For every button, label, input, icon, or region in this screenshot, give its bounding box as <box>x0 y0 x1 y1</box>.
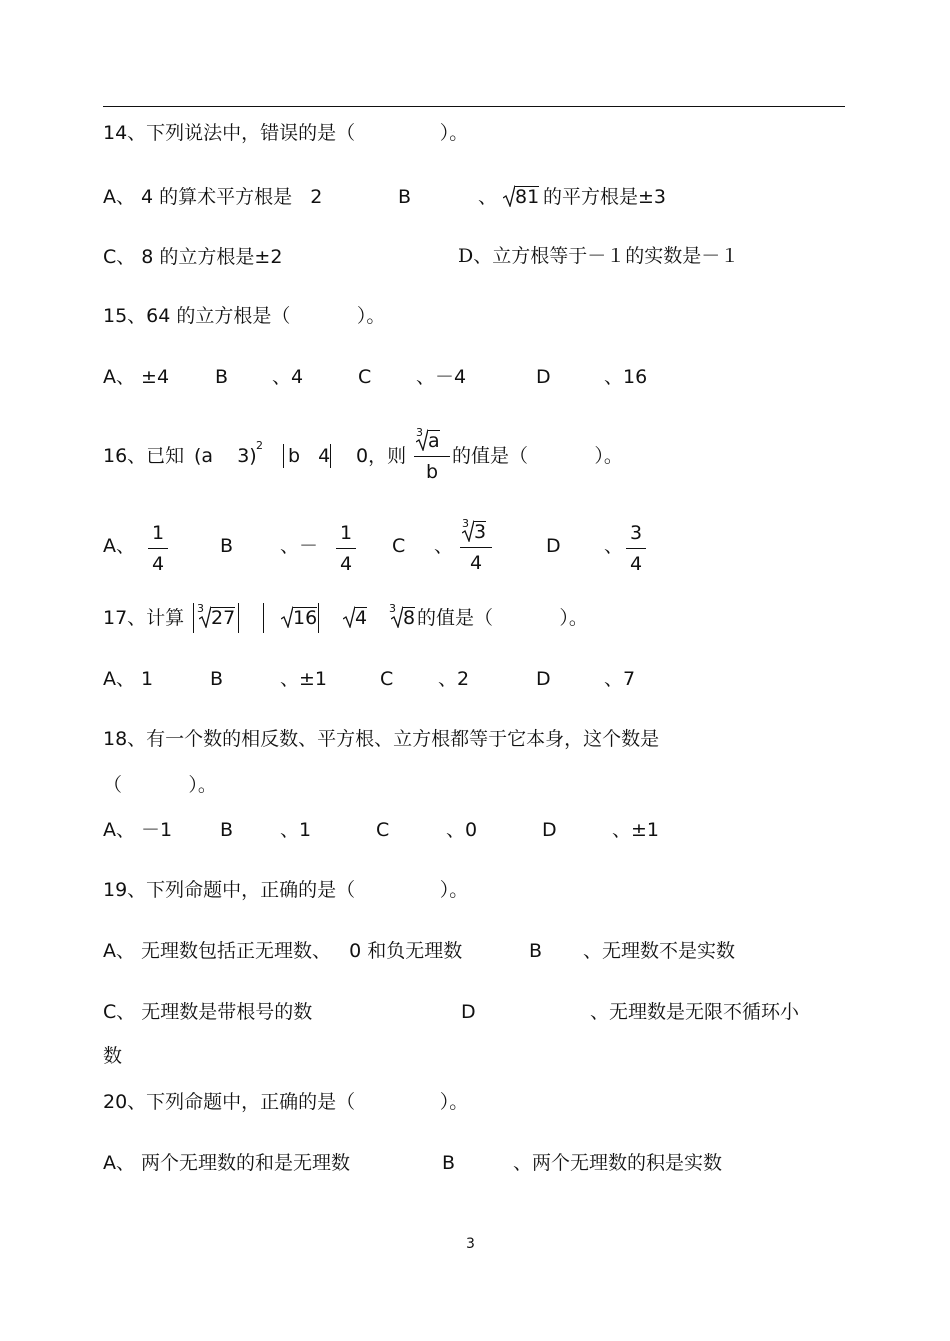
q17-option-d-label: D <box>536 668 551 690</box>
q16-option-c-sep: 、 <box>434 535 454 557</box>
q17-stem-tail: 的值是（ ）。 <box>417 607 588 629</box>
q17-abs-left-1 <box>193 603 194 633</box>
q15-stem: 15、64 的立方根是（ ）。 <box>103 305 386 327</box>
q17-abs-right-2 <box>318 603 319 633</box>
q15-option-d-value: 、16 <box>604 366 648 388</box>
q15-option-b-value: 、4 <box>272 366 304 388</box>
q14-option-b-label: B <box>398 186 412 208</box>
q16-abs-right <box>330 444 331 468</box>
q17-option-c-label: C <box>380 668 394 690</box>
q16-abs-left <box>283 444 284 468</box>
radical-sign-icon <box>391 606 403 628</box>
header-rule <box>103 106 845 107</box>
q20-option-a: A、 两个无理数的和是无理数 <box>103 1152 351 1174</box>
q16-option-d-sep: 、 <box>604 535 624 557</box>
q20-option-b-label: B <box>442 1152 456 1174</box>
q17-option-d-value: 、7 <box>604 668 636 690</box>
page-number: 3 <box>466 1236 475 1252</box>
q17-option-c-value: 、2 <box>438 668 470 690</box>
q16-option-b-fraction: 1 4 <box>336 524 356 574</box>
q16-option-b-label: B <box>220 535 234 557</box>
q18-option-c-value: 、0 <box>446 819 478 841</box>
q16-stem-lead: 16、已知 <box>103 445 185 467</box>
q15-option-c-label: C <box>358 366 372 388</box>
q19-option-c: C、 无理数是带根号的数 <box>103 1001 313 1023</box>
radical-sign-icon <box>199 606 211 628</box>
q18-option-c-label: C <box>376 819 390 841</box>
q19-option-b-value: 、无理数不是实数 <box>583 940 736 962</box>
q17-abs-right-1 <box>238 603 239 633</box>
radical-sign-icon <box>281 606 293 628</box>
radical-sign-icon <box>416 429 428 451</box>
q17-option-b-label: B <box>210 668 224 690</box>
q18-option-d-value: 、±1 <box>612 819 660 841</box>
q16-option-a-fraction: 1 4 <box>148 524 168 574</box>
q16-fraction: 3 a b <box>414 425 450 485</box>
q16-option-c-label: C <box>392 535 406 557</box>
radical-sign-icon <box>343 606 355 628</box>
radical-sign-icon <box>503 185 515 207</box>
q15-option-d-label: D <box>536 366 551 388</box>
q16-expr-abs: b 4 <box>288 445 331 467</box>
q14-option-b-sep: 、 <box>478 186 498 208</box>
q17-abs-left-2 <box>263 603 264 633</box>
q18-option-a: A、 －1 <box>103 819 173 841</box>
q17-index-4: 3 <box>389 602 396 615</box>
q16-exponent: 2 <box>256 439 263 452</box>
q14-option-c: C、 8 的立方根是±2 <box>103 246 283 268</box>
q16-expr-square: (a 3) <box>194 445 257 467</box>
q18-stem: 18、有一个数的相反数、平方根、立方根都等于它本身，这个数是 <box>103 728 660 750</box>
q18-stem-cont: （ ）。 <box>103 774 217 796</box>
q16-option-c-fraction: 3 3 4 <box>460 516 492 574</box>
q18-option-b-label: B <box>220 819 234 841</box>
q18-option-d-label: D <box>542 819 557 841</box>
q17-option-b-value: 、±1 <box>280 668 328 690</box>
q18-option-b-value: 、1 <box>280 819 312 841</box>
q20-option-b-value: 、两个无理数的积是实数 <box>513 1152 723 1174</box>
q14-option-b-text: 的平方根是±3 <box>543 186 667 208</box>
q16-option-d-fraction: 3 4 <box>626 524 646 574</box>
q16-expr-zero: 0，则 <box>356 445 407 467</box>
q19-option-d-value: 、无理数是无限不循环小 <box>590 1001 800 1023</box>
radical-sign-icon <box>462 520 474 542</box>
q16-stem-tail: 的值是（ ）。 <box>452 445 623 467</box>
q19-option-a: A、 无理数包括正无理数、 0 和负无理数 <box>103 940 463 962</box>
q19-stem: 19、下列命题中，正确的是（ ）。 <box>103 879 469 901</box>
q19-option-d-label: D <box>461 1001 476 1023</box>
q19-option-b-label: B <box>529 940 543 962</box>
q15-option-b-label: B <box>215 366 229 388</box>
q20-stem: 20、下列命题中，正确的是（ ）。 <box>103 1091 469 1113</box>
q15-option-c-value: 、－4 <box>416 366 467 388</box>
q17-index-1: 3 <box>197 602 204 615</box>
q16-option-b-sep: 、－ <box>280 535 319 557</box>
q15-option-a: A、 ±4 <box>103 366 170 388</box>
q16-option-a-label: A、 <box>103 535 135 557</box>
q17-option-a: A、 1 <box>103 668 154 690</box>
q17-stem-lead: 17、计算 <box>103 607 185 629</box>
q16-option-d-label: D <box>546 535 561 557</box>
q19-option-d-cont: 数 <box>103 1045 123 1067</box>
q14-option-d: D、立方根等于－１的实数是－１ <box>458 245 740 267</box>
q14-stem: 14、下列说法中，错误的是（ ）。 <box>103 122 469 144</box>
q14-option-a: A、 4 的算术平方根是 2 <box>103 186 323 208</box>
